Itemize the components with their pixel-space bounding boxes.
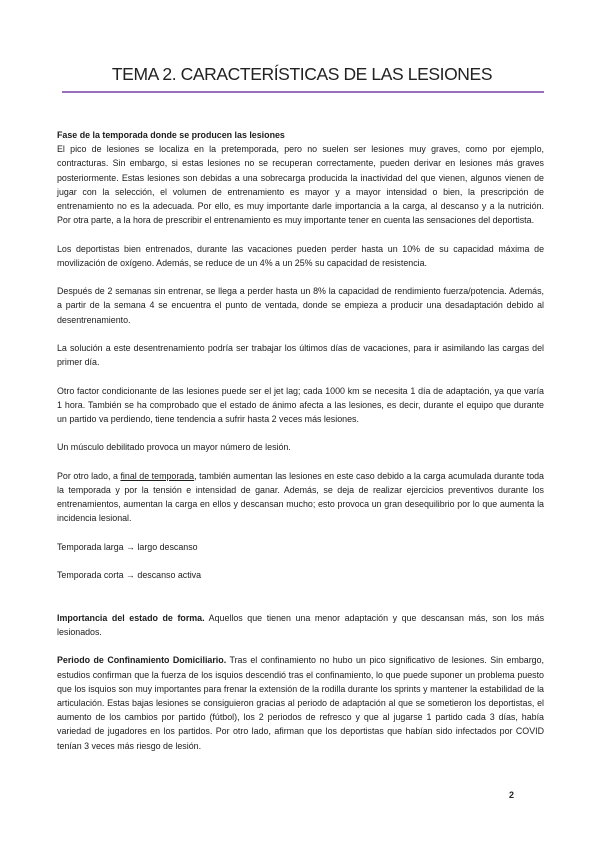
paragraph-season-phase: El pico de lesiones se localiza en la pretemporada, pero no suelen ser lesiones muy graves, como por ejemplo, contracturas. Sin embargo, si estas lesiones no se recuperan correctamente, pueden derivar en lesiones más graves posteriormente. Estas lesiones son debidas a una sobrecarga producida la inactividad del que vienen, algunos vienen de jugar con la selección, el volumen de entrenamiento es mayor y a mayor intensidad o bien, la prescripción de entrenamiento no es la adecuada. Por ello, es muy importante darle importancia a la carga, al descanso y a la nutrición. Por otra parte, a la hora de prescribir el entrenamiento es muy importante tener en cuenta las sensaciones del deportista.: [57, 144, 544, 226]
paragraph-detraining: Después de 2 semanas sin entrenar, se llega a perder hasta un 8% la capacidad de rendimiento fuerza/potencia. Además, a partir de la semana 4 se encuentra el punto de ventada, donde se empieza a producir una desadaptación debido al desentrenamiento.: [57, 286, 544, 325]
paragraph-jetlag: Otro factor condicionante de las lesiones puede ser el jet lag; cada 1000 km se necesita 1 día de adaptación, ya que varía 1 hora. También se ha comprobado que el estado de ánimo afecta a las lesiones, es decir, durante el equipo que durante un partido va perdiendo, tiene tendencia a sufrir hasta 2 veces más lesiones.: [57, 385, 544, 424]
list-item-short-season: Temporada corta → descanso activa: [57, 570, 202, 581]
end-season-post: , también aumentan las lesiones en este caso debido a la carga acumulada durante toda la temporada y por la tensión e intensidad de ganar. Además, se deja de realizar ejercicios preventivos durante los entrenamientos, aumentan la carga en ellos y descansan mucho; esto provoca un gran desequilibrio por lo que aumenta la incidencia lesional.: [57, 470, 544, 524]
list-item-long-season: Temporada larga → largo descanso: [57, 541, 198, 552]
end-season-underlined: final de temporada: [120, 470, 195, 481]
paragraph-weak-muscle: Un músculo debilitado provoca un mayor número de lesión.: [57, 442, 291, 453]
paragraph-fitness-state: [57, 611, 544, 639]
page-title: TEMA 2. CARACTERÍSTICAS DE LAS LESIONES: [111, 64, 493, 84]
section-heading: [57, 128, 544, 142]
fitness-state-text: Aquellos que tienen una menor adaptación y que descansan más, son los más lesionados.: [57, 612, 545, 637]
season-phase-heading: Fase de la temporada donde se producen las lesiones: [57, 130, 285, 140]
paragraph-vacation-loss: Los deportistas bien entrenados, durante las vacaciones pueden perder hasta un 10% de su capacidad máxima de movilización de oxígeno. Además, se reduce de un 4% a un 25% su capacidad de resistencia.: [57, 243, 544, 268]
page-number: 2: [509, 790, 515, 800]
end-season-pre: Por otro lado, a: [57, 470, 121, 481]
title-underline: [62, 91, 544, 93]
paragraph-confinement: [57, 653, 544, 752]
paragraph-end-season: [57, 469, 544, 526]
document-body: [57, 128, 544, 767]
confinement-heading: Periodo de Confinamiento Domiciliario.: [57, 655, 227, 666]
confinement-text: Tras el confinamiento no hubo un pico significativo de lesiones. Sin embargo, estudios confirman que la fuerza de los isquios descendió tras el confinamiento, lo que puede suponer un problema puesto que los isquios son muy importantes para frenar la extensión de la rodilla durante los sprints y mantener la estabilidad de la articulación. Estas bajas lesiones se consiguieron gracias al periodo de adaptación al que se sometieron los deportistas, el aumento de los cambios por partido (fútbol), los 2 periodos de refresco y que al jugarse 1 partido cada 3 días, había variedad de jugadores en los partidos. Por otro lado, afirman que los deportistas que habían sido infectados por COVID tenían 3 veces más riesgo de lesión.: [57, 655, 544, 751]
paragraph-solution: La solución a este desentrenamiento podría ser trabajar los últimos días de vacaciones, para ir asimilando las cargas del primer día.: [57, 343, 544, 368]
fitness-state-heading: Importancia del estado de forma.: [57, 612, 205, 623]
